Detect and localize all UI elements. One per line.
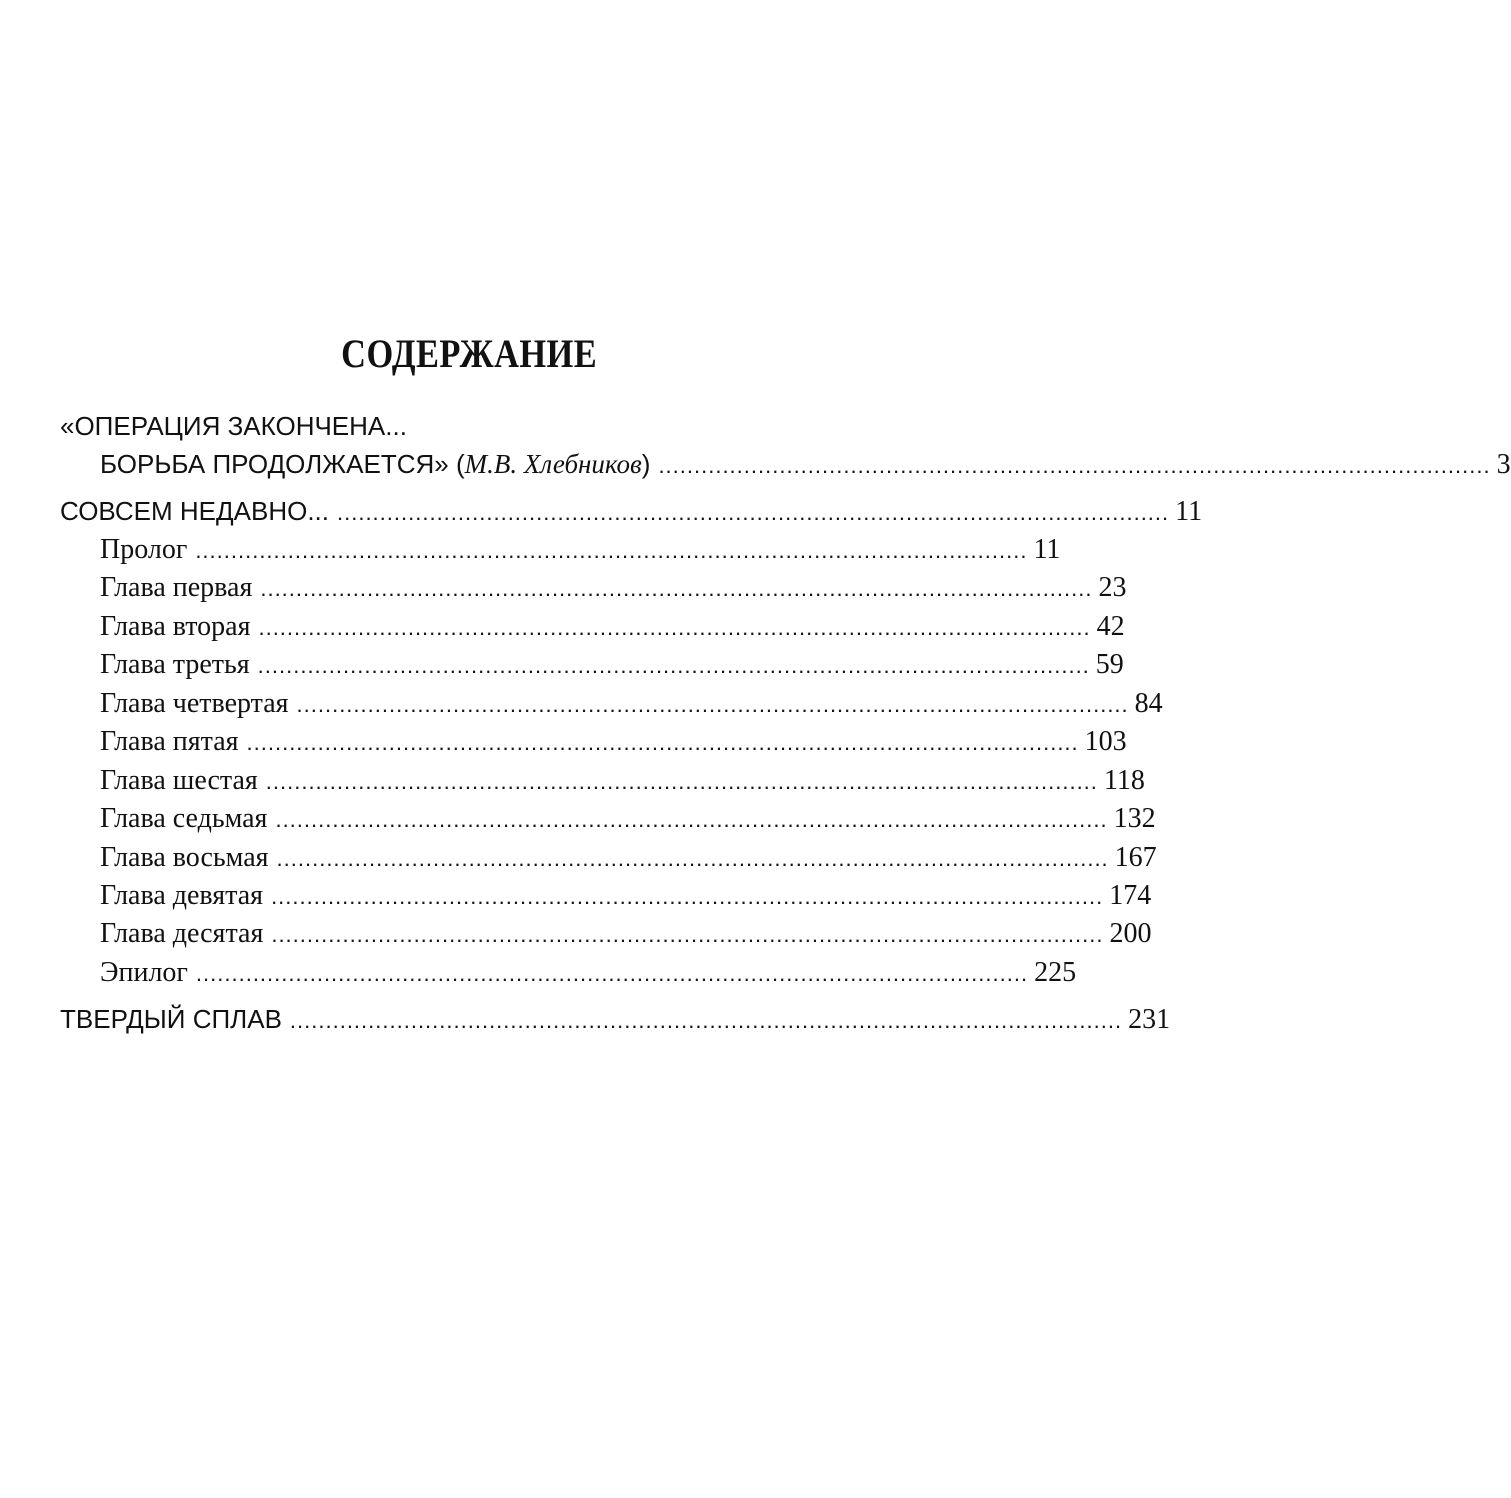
toc-leader-dots: .....................................................................................................................	[289, 1008, 1123, 1033]
toc-entry-chapter-10[interactable]	[100, 916, 1152, 952]
toc-label: Эпилог	[100, 957, 188, 988]
toc-label: Глава третья	[100, 649, 250, 680]
toc-leader-dots: .....................................................................................................................	[260, 576, 1093, 601]
toc-label: Глава восьмая	[100, 842, 269, 873]
toc-leader-dots: .....................................................................................................................	[195, 961, 1029, 986]
toc-entry-chapter-4[interactable]	[100, 686, 1163, 722]
toc-page-number: 11	[1033, 534, 1061, 565]
toc-page-number: 11	[1175, 496, 1203, 527]
toc-leader-dots: .....................................................................................................................	[275, 807, 1108, 832]
toc-label: Глава четвертая	[100, 688, 289, 719]
toc-page-number: 174	[1109, 880, 1152, 911]
toc-label: СОВСЕМ НЕДАВНО...	[60, 496, 329, 526]
toc-leader-dots: .....................................................................................................................	[658, 453, 1491, 478]
toc-leader-dots: .....................................................................................................................	[276, 846, 1109, 871]
toc-page-number: 167	[1114, 842, 1157, 873]
toc-entry-operation[interactable]	[100, 446, 1511, 482]
toc-page-number: 225	[1034, 957, 1077, 988]
toc-page-number: 103	[1084, 726, 1127, 757]
toc-entry-tverdyi-splav[interactable]	[60, 1001, 1171, 1037]
toc-entry-chapter-7[interactable]	[100, 801, 1156, 837]
toc-leader-dots: .....................................................................................................................	[265, 769, 1098, 794]
toc-leader-dots: .....................................................................................................................	[271, 884, 1104, 909]
toc-label: Пролог	[100, 534, 188, 565]
toc-entry-chapter-5[interactable]	[100, 724, 1127, 760]
toc-entry-epilog[interactable]	[100, 955, 1077, 991]
toc-leader-dots: .....................................................................................................................	[257, 653, 1090, 678]
toc-leader-dots: .....................................................................................................................	[271, 922, 1104, 947]
toc-leader-dots: .....................................................................................................................	[296, 692, 1129, 717]
toc-entry-chapter-9[interactable]	[100, 878, 1152, 914]
toc-label: Глава девятая	[100, 880, 264, 911]
toc-label: Глава пятая	[100, 726, 239, 757]
toc-entry-sovsem-nedavno[interactable]	[60, 493, 1203, 529]
toc-page-number: 118	[1103, 765, 1145, 796]
toc-label: ТВЕРДЫЙ СПЛАВ	[60, 1004, 282, 1034]
toc-page-number: 42	[1096, 611, 1125, 642]
toc-page-number: 59	[1095, 649, 1124, 680]
toc-page-number: 132	[1113, 803, 1156, 834]
toc-page-number: 200	[1109, 918, 1152, 949]
toc-label: Глава шестая	[100, 765, 258, 796]
toc-label: Глава седьмая	[100, 803, 268, 834]
toc-section-line1: «ОПЕРАЦИЯ ЗАКОНЧЕНА...	[60, 411, 407, 441]
toc-entry-chapter-1[interactable]	[100, 570, 1127, 606]
toc-entry-prolog[interactable]	[100, 532, 1061, 568]
toc-page-number: 84	[1134, 688, 1163, 719]
toc-entry-chapter-3[interactable]	[100, 647, 1124, 683]
toc-label: Глава десятая	[100, 918, 264, 949]
toc-label: Глава вторая	[100, 611, 251, 642]
toc-entry-chapter-6[interactable]	[100, 763, 1145, 799]
toc-entry-chapter-2[interactable]	[100, 609, 1125, 645]
toc-author: М.В. Хлебников	[464, 449, 642, 479]
toc-entry-chapter-8[interactable]	[100, 840, 1157, 876]
toc-page-number: 3	[1496, 449, 1511, 480]
toc-leader-dots: .....................................................................................................................	[337, 500, 1170, 525]
toc-page-number: 23	[1098, 572, 1127, 603]
toc-page-number: 231	[1128, 1004, 1171, 1035]
toc-leader-dots: .....................................................................................................................	[246, 730, 1079, 755]
page-title: СОДЕРЖАНИЕ	[341, 331, 598, 376]
toc-leader-dots: .....................................................................................................................	[195, 538, 1028, 563]
toc-label: БОРЬБА ПРОДОЛЖАЕТСЯ» (М.В. Хлебников)	[100, 449, 651, 479]
toc-leader-dots: .....................................................................................................................	[258, 615, 1091, 640]
toc-label: Глава первая	[100, 572, 253, 603]
